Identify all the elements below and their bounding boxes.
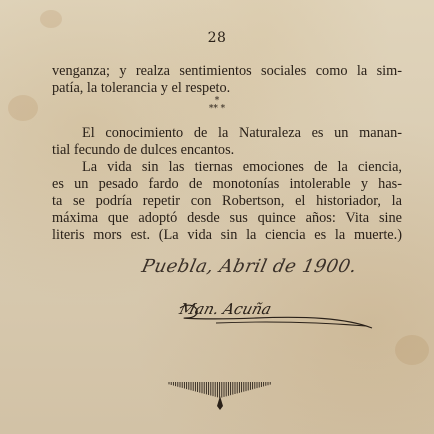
page-number: 28 <box>207 30 227 46</box>
text-line: literis mors est. (La vida sin la ciencia es la muerte.) <box>52 227 402 243</box>
place-date: Puebla, Abril de 1900. <box>139 256 359 277</box>
text-line: ta se podría repetir con Robertson, el historiador, la <box>52 193 402 209</box>
text-line: patía, la tolerancia y el respeto. <box>52 80 231 96</box>
text-line: El conocimiento de la Naturaleza es un manan- <box>82 125 402 141</box>
asterism-bottom: ** * <box>208 104 226 114</box>
paper-stain <box>395 335 429 365</box>
text-line: es un pesado fardo de monotonías intolerable y has- <box>52 176 402 192</box>
asterism <box>0 97 434 113</box>
text-line: tial fecundo de dulces encantos. <box>52 142 235 158</box>
text-line: La vida sin las tiernas emociones de la ciencia, <box>82 159 402 175</box>
paragraph-1 <box>52 63 402 97</box>
text-line: venganza; y realza sentimientos sociales como la sim- <box>52 63 402 79</box>
paper-stain <box>40 10 62 28</box>
signature: Man. Acuña <box>177 300 274 318</box>
paragraph-2 <box>52 125 402 244</box>
asterism-top: * <box>214 96 220 106</box>
text-line: máxima que adoptó desde sus quince años: Vita sine <box>52 210 402 226</box>
tailpiece-ornament <box>165 376 275 416</box>
